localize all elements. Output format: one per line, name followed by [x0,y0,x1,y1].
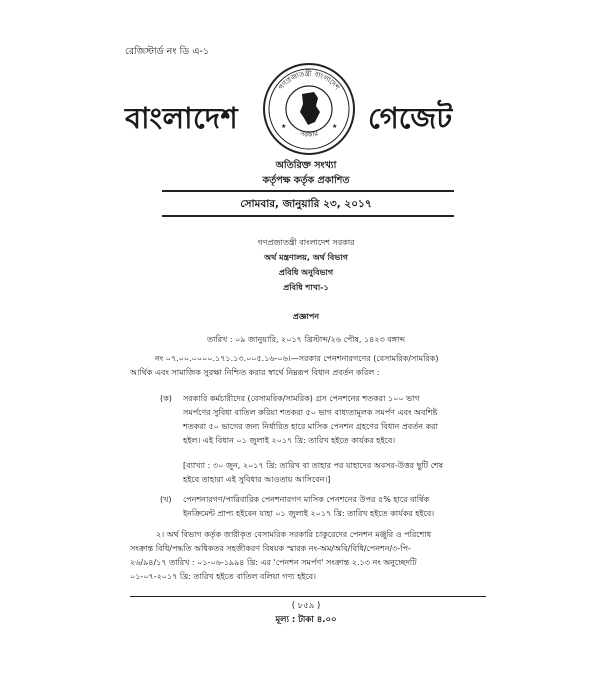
page-number: ( ৮৫৯ ) [291,601,321,611]
intro-line-2: আর্থিক এবং সামাজিক সুরক্ষা নিশ্চিত করার স্বার্থে নিম্নরূপ বিধান প্রবর্তন করিল : [130,368,380,377]
gazette-title-right: গেজেট [368,101,453,135]
svg-text:সরকার [298,129,319,139]
item-ka-line: শতকরা ৫০ ভাগের জন্য নির্ধারিত হারে মাসিক পেনশন গ্রহণের বিধান প্রবর্তন করা [183,422,438,431]
price-label: মূল্য : টাকা ৪.০০ [275,615,337,625]
svg-text:★: ★ [281,123,287,130]
item-ka-text [183,392,438,448]
header-rule-bottom [162,215,454,217]
registered-number: রেজিস্টার্ড নং ডি এ-১ [125,46,210,57]
item-kha-line: ইনক্রিমেন্ট প্রাপ্য হইবেন যাহা ০১ জুলাই ২০১৭ খ্রি: তারিখ হইতে কার্যকর হইবে। [183,509,435,518]
explanation-line: [ব্যাখ্যা : ৩০ জুন, ২০১৭ খ্রি: তারিখ বা তাহার পর যাহাদের অবসর-উত্তর ছুটি শেষ [183,461,444,470]
explanation-text [183,459,443,487]
seal-text-bottom: সরকার [298,129,320,139]
government-seal [262,62,356,156]
paragraph-2-line: ২৬/৯৪/১৭ তারিখ : ০১-০৬-১৯৯৪ খ্রি: এর 'পেনশন সমর্পণ' সংক্রান্ত ২.১৩ নং অনুচ্ছেদটি [130,558,417,567]
government-name: গণপ্রজাতন্ত্রী বাংলাদেশ সরকার [257,238,355,247]
explanation-line: হইবে তাহারা এই সুবিধার আওতায় আসিবেন।] [183,475,331,484]
division-name: প্রবিধি অনুবিভাগ [278,268,334,277]
item-ka-line: হইল। এই বিধান ০১ জুলাই ২০১৭ খ্রি: তারিখ হইতে কার্যকর হইবে। [183,436,396,445]
gazette-title-left: বাংলাদেশ [125,101,239,135]
extra-issue-label: অতিরিক্ত সংখ্যা [275,160,337,171]
footer-rule [130,596,486,597]
ministry-name: অর্থ মন্ত্রণালয়, অর্থ বিভাগ [264,253,348,262]
item-ka-line: সরকারি কর্মচারীদের (বেসামরিক/সামরিক) গ্রস পেনশনের শতকরা ১০০ ভাগ [183,394,420,403]
paragraph-2-line: ২। অর্থ বিভাগ কর্তৃক জারীকৃত বেসামরিক সরকারি চাকুরেদের পেনশন মঞ্জুরি ও পরিশোধ [156,530,432,539]
paragraph-2-line: ০১-০৭-২০১৭ খ্রি: তারিখ হইতে বাতিল বলিয়া গণ্য হইবে। [130,572,316,581]
header-rule-top [162,190,454,192]
branch-name: প্রবিধি শাখা-১ [283,283,329,292]
item-ka-line: সমর্পণের সুবিধা বাতিল করিয়া শতকরা ৫০ ভাগ বাধ্যতামূলক সমর্পণ এবং অবশিষ্ট [183,408,438,417]
paragraph-2 [130,528,431,584]
seal-text-top: গণপ্রজাতন্ত্রী বাংলাদেশ [277,69,341,92]
notification-date: তারিখ : ০৯ জানুয়ারি, ২০১৭ খ্রিস্টাব্দ/২৬ পৌষ, ১৪২৩ বঙ্গাব্দ [207,335,405,344]
svg-text:গণপ্রজাতন্ত্রী বাংলাদেশ [277,69,341,92]
item-kha-text [183,493,434,521]
svg-text:★: ★ [332,123,338,130]
notification-heading: প্রজ্ঞাপন [292,312,320,321]
item-kha-line: পেনশনারগণ/পারিবারিক পেনশনারগণ মাসিক পেনশনের উপর ৫% হারে বার্ষিক [183,495,430,504]
intro-line-1: নং ০৭.০০.০০০০.১৭১.১৩.০০৫.১৬-০৬।—সরকার পেনশনারগণের (বেসামরিক/সামরিক) [155,354,439,363]
issue-date: সোমবার, জানুয়ারি ২৩, ২০১৭ [240,198,372,210]
published-by-label: কর্তৃপক্ষ কর্তৃক প্রকাশিত [262,175,350,186]
item-ka-label: (ক) [160,394,172,403]
item-kha-label: (খ) [160,495,172,504]
paragraph-2-line: সংক্রান্ত বিধি/পদ্ধতি অধিকতর সহজীকরণ বিষয়ক স্মারক নং-অম/অবি/বিধি/পেনশন/৩-পি- [130,544,411,553]
